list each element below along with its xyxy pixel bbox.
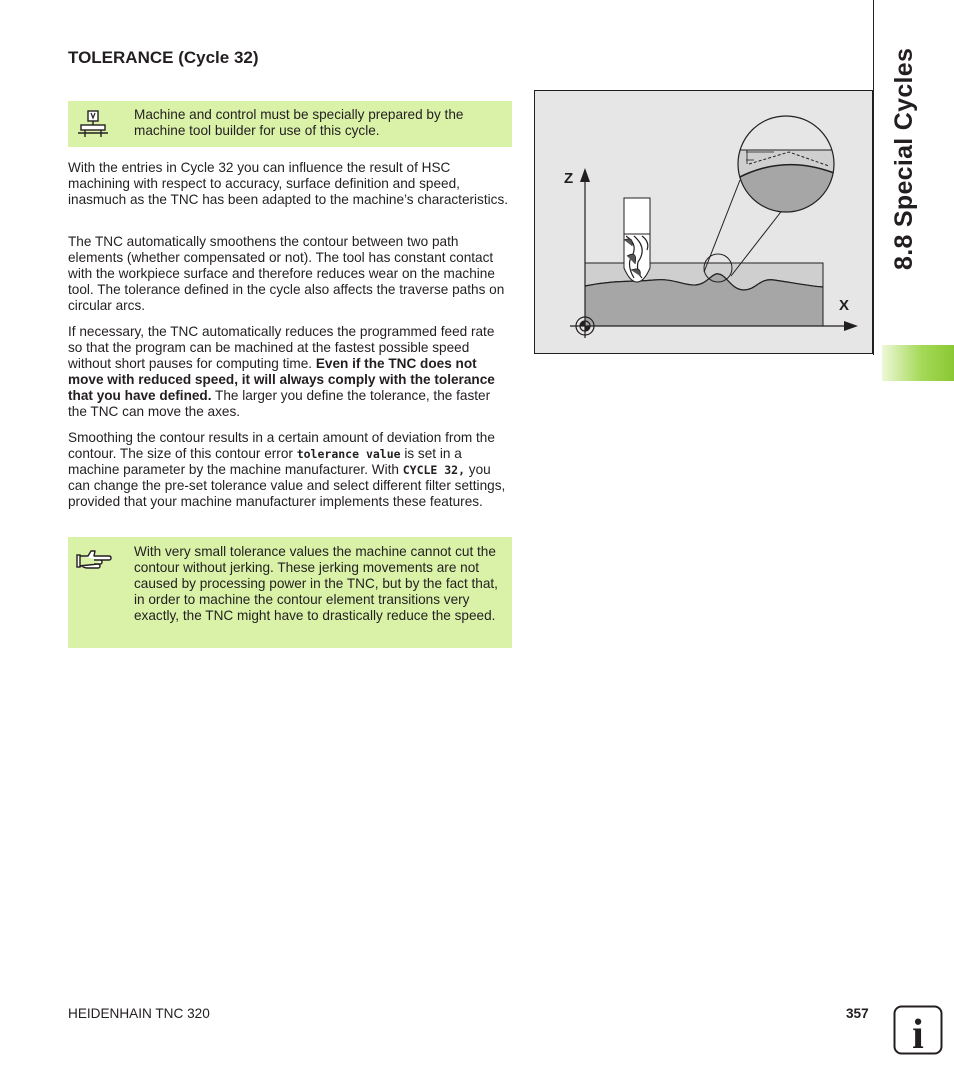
paragraph-3-bold: Even if the TNC does not move with reduced speed, it will always comply with the tolerance that you have defined. [68,356,495,403]
paragraph-3-text-c: The larger you define the tolerance, the faster the TNC can move the axes. [68,388,491,419]
paragraph-3 [68,324,510,420]
sidebar-divider [873,0,874,355]
paragraph-4-text-c: you can change the pre-set tolerance value and select different filter settings, provided that your machine manufacturer implements these features. [68,462,506,509]
machine-note-box [68,101,512,147]
paragraph-2: The TNC automatically smoothens the contour between two path elements (whether compensated or not). The tool has constant contact with the workpiece surface and therefore reduces wear on the machine tool. The tolerance defined in the cycle also affects the traverse paths on circular arcs. [68,234,505,313]
footer-product: HEIDENHAIN TNC 320 [68,1006,210,1021]
info-icon[interactable] [893,1005,943,1055]
x-axis-label: X [839,297,850,314]
paragraph-4-text-a: Smoothing the contour results in a certain amount of deviation from the contour. The size of this contour error [68,430,495,461]
tolerance-value-code: tolerance value [296,447,401,461]
z-axis-label: Z [564,170,574,187]
end-mill-tool [624,198,650,282]
section-title: TOLERANCE (Cycle 32) [68,48,259,67]
paragraph-4-text-b: is set in a machine parameter by the machine manufacturer. With [68,446,462,477]
pointing-hand-icon [76,547,112,571]
paragraph-4 [68,430,510,510]
machine-icon [77,109,109,139]
chapter-title: 8.8 Special Cycles [890,47,918,270]
info-icon-glyph: i [912,1012,924,1055]
paragraph-1: With the entries in Cycle 32 you can influence the result of HSC machining with respect to accuracy, surface definition and speed, inasmuch as the TNC has been adapted to the machine’s characteristics. [68,160,509,207]
page-number: 357 [846,1006,869,1021]
paragraph-3-text-a: If necessary, the TNC automatically reduces the programmed feed rate so that the program can be machined at the fastest possible speed without short pauses for computing time. [68,324,495,371]
tolerance-figure [534,90,873,354]
cycle-32-code: CYCLE 32, [402,463,466,477]
machine-note-text: Machine and control must be specially prepared by the machine tool builder for use of this cycle. [134,107,464,138]
chapter-tab [882,345,954,381]
hand-note-text: With very small tolerance values the machine cannot cut the contour without jerking. These jerking movements are not caused by processing power in the TNC, but by the fact that, in order to machine the contour element transitions very exactly, the TNC might have to drastically reduce the speed. [134,544,498,623]
hand-note-box [68,537,512,648]
